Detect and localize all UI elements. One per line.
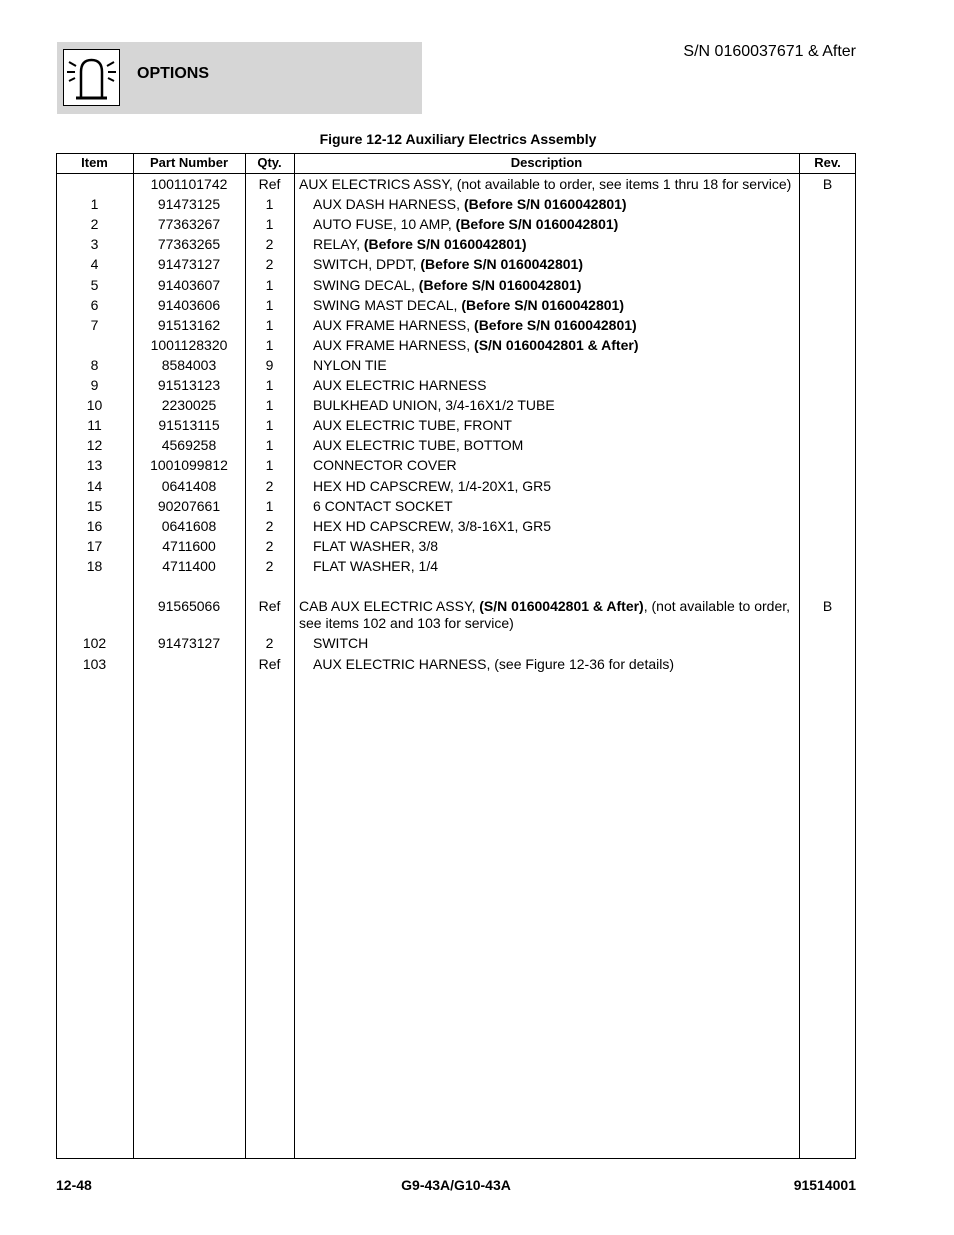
item-number: 15 xyxy=(86,497,103,514)
description-text: SWITCH xyxy=(313,635,369,651)
description-serial-note: (Before S/N 0160042801) xyxy=(420,256,583,273)
item-number: 12 xyxy=(86,437,103,454)
quantity: Ref xyxy=(258,598,281,614)
description-text: AUTO FUSE, 10 AMP, xyxy=(313,216,456,233)
description-text: AUX ELECTRIC HARNESS xyxy=(313,377,487,393)
part-number: 0641408 xyxy=(161,477,217,494)
quantity: 1 xyxy=(265,196,274,213)
quantity: 1 xyxy=(265,336,274,353)
part-number: 91473125 xyxy=(157,196,221,213)
description-text: CONNECTOR COVER xyxy=(313,457,457,474)
description-text: NYLON TIE xyxy=(313,356,387,373)
description xyxy=(313,656,811,673)
item-number: 5 xyxy=(90,276,99,293)
part-number: 4711600 xyxy=(162,537,216,554)
item-number: 17 xyxy=(86,537,103,554)
quantity: 1 xyxy=(265,437,274,454)
part-number: 91473127 xyxy=(157,635,221,651)
item-number: 14 xyxy=(86,477,103,494)
description-text: AUX FRAME HARNESS, xyxy=(313,316,475,333)
item-number: 9 xyxy=(90,377,99,393)
quantity: 1 xyxy=(265,296,274,313)
part-number: 77363267 xyxy=(157,216,221,233)
item-number: 3 xyxy=(90,236,99,253)
description-text: BULKHEAD UNION, 3/4-16X1/2 TUBE xyxy=(313,397,555,414)
document-number: 91514001 xyxy=(793,1177,856,1193)
column-header-rev: Rev. xyxy=(814,155,841,170)
description-text: AUX FRAME HARNESS, xyxy=(313,336,475,353)
description xyxy=(313,437,811,454)
description xyxy=(313,216,811,233)
description-serial-note: (Before S/N 0160042801) xyxy=(363,236,527,253)
description xyxy=(313,397,811,414)
description xyxy=(313,558,811,575)
description xyxy=(313,518,811,535)
part-number: 91403606 xyxy=(157,296,221,313)
item-number: 103 xyxy=(82,656,107,672)
description: see items 102 and 103 for service) xyxy=(299,615,514,631)
description xyxy=(313,297,811,314)
item-number: 2 xyxy=(90,216,99,233)
quantity: 2 xyxy=(265,537,274,554)
column-header-item: Item xyxy=(81,155,108,170)
item-number: 8 xyxy=(90,356,99,373)
description xyxy=(313,196,811,213)
description-text: 6 CONTACT SOCKET xyxy=(313,497,453,514)
description-text: CAB AUX ELECTRIC ASSY, xyxy=(299,598,480,614)
description-text: AUX DASH HARNESS, xyxy=(313,196,464,213)
header-divider xyxy=(56,173,856,174)
quantity: 2 xyxy=(265,236,274,253)
part-number: 4569258 xyxy=(161,437,217,454)
quantity: 1 xyxy=(265,377,274,393)
description xyxy=(313,236,811,253)
description-serial-note: (Before S/N 0160042801) xyxy=(455,216,619,233)
item-number: 16 xyxy=(86,517,103,534)
column-divider xyxy=(294,153,295,1159)
item-number: 1 xyxy=(90,196,99,213)
description xyxy=(313,478,811,495)
column-header-qty: Qty. xyxy=(257,155,282,170)
description xyxy=(313,256,811,273)
page-number: 12-48 xyxy=(56,1177,92,1193)
description xyxy=(313,277,811,294)
quantity: 9 xyxy=(265,356,274,373)
part-number: 1001101742 xyxy=(150,176,228,192)
part-number: 2230025 xyxy=(161,397,217,414)
part-number: 91513162 xyxy=(157,316,221,333)
part-number: 91403607 xyxy=(157,276,221,293)
quantity: 2 xyxy=(265,477,274,494)
description-serial-note: (S/N 0160042801 & After) xyxy=(474,336,639,353)
quantity: 2 xyxy=(265,517,274,534)
quantity: 1 xyxy=(265,276,274,293)
beacon-light-icon xyxy=(63,49,120,106)
description-text: AUX ELECTRICS ASSY, (not available to order, see items 1 thru 18 for service) xyxy=(299,176,792,192)
item-number: 4 xyxy=(90,256,99,273)
item-number: 13 xyxy=(86,457,103,474)
revision: B xyxy=(822,598,833,614)
part-number: 91565066 xyxy=(157,598,221,614)
description-text: , (not available to order, xyxy=(643,598,791,614)
description-text: SWITCH, DPDT, xyxy=(313,256,421,273)
item-number: 18 xyxy=(86,557,103,574)
description-text: AUX ELECTRIC TUBE, FRONT xyxy=(313,417,512,434)
quantity: Ref xyxy=(258,176,281,192)
part-number: 8584003 xyxy=(161,356,217,373)
description xyxy=(313,635,811,652)
description-text: SWING MAST DECAL, xyxy=(313,296,462,313)
description xyxy=(313,417,811,434)
section-title: OPTIONS xyxy=(137,65,210,82)
serial-number-range: S/N 0160037671 & After xyxy=(683,43,856,60)
quantity: 1 xyxy=(265,417,274,434)
description-text: SWING DECAL, xyxy=(313,276,419,293)
description xyxy=(313,498,811,515)
description xyxy=(299,598,797,615)
item-number: 11 xyxy=(87,417,102,434)
description-text: HEX HD CAPSCREW, 3/8-16X1, GR5 xyxy=(313,517,552,534)
part-number: 91513123 xyxy=(157,377,221,393)
quantity: 1 xyxy=(265,457,274,474)
description xyxy=(313,377,811,394)
part-number: 91513115 xyxy=(158,417,220,434)
quantity: 2 xyxy=(265,635,274,651)
part-number: 1001128320 xyxy=(150,336,228,353)
quantity: 1 xyxy=(265,497,274,514)
description-text: HEX HD CAPSCREW, 1/4-20X1, GR5 xyxy=(313,477,552,494)
description xyxy=(313,457,811,474)
part-number: 0641608 xyxy=(161,517,217,534)
description-serial-note: (Before S/N 0160042801) xyxy=(418,276,582,293)
description xyxy=(313,357,811,374)
column-header-part-number: Part Number xyxy=(149,155,229,170)
description-serial-note: (Before S/N 0160042801) xyxy=(463,196,627,213)
part-number: 91473127 xyxy=(157,256,221,273)
description-text: AUX ELECTRIC TUBE, BOTTOM xyxy=(313,437,524,454)
description xyxy=(313,317,811,334)
description xyxy=(299,176,797,193)
column-header-description: Description xyxy=(510,155,583,170)
quantity: 1 xyxy=(265,216,274,233)
part-number: 1001099812 xyxy=(150,457,228,474)
quantity: 1 xyxy=(265,397,274,414)
revision: B xyxy=(822,176,833,192)
description-text: AUX ELECTRIC HARNESS, (see Figure 12-36 for details) xyxy=(313,656,675,672)
part-number: 4711400 xyxy=(162,557,216,574)
item-number: 10 xyxy=(86,397,103,414)
item-number: 6 xyxy=(90,296,99,313)
description xyxy=(313,337,811,354)
description-text: FLAT WASHER, 1/4 xyxy=(313,557,438,574)
description-serial-note: (S/N 0160042801 & After) xyxy=(479,598,644,614)
description-text: FLAT WASHER, 3/8 xyxy=(313,537,438,554)
quantity: 1 xyxy=(265,316,274,333)
quantity: 2 xyxy=(265,256,274,273)
item-number: 102 xyxy=(82,635,107,651)
part-number: 90207661 xyxy=(157,497,221,514)
quantity: 2 xyxy=(265,557,274,574)
model-number: G9-43A/G10-43A xyxy=(401,1177,511,1193)
description xyxy=(313,538,811,555)
description-serial-note: (Before S/N 0160042801) xyxy=(474,316,637,333)
description-serial-note: (Before S/N 0160042801) xyxy=(461,296,624,313)
part-number: 77363265 xyxy=(157,236,221,253)
description-text: RELAY, xyxy=(313,236,364,253)
item-number: 7 xyxy=(90,316,99,333)
quantity: Ref xyxy=(258,656,281,672)
figure-title: Figure 12-12 Auxiliary Electrics Assembly xyxy=(319,131,597,147)
